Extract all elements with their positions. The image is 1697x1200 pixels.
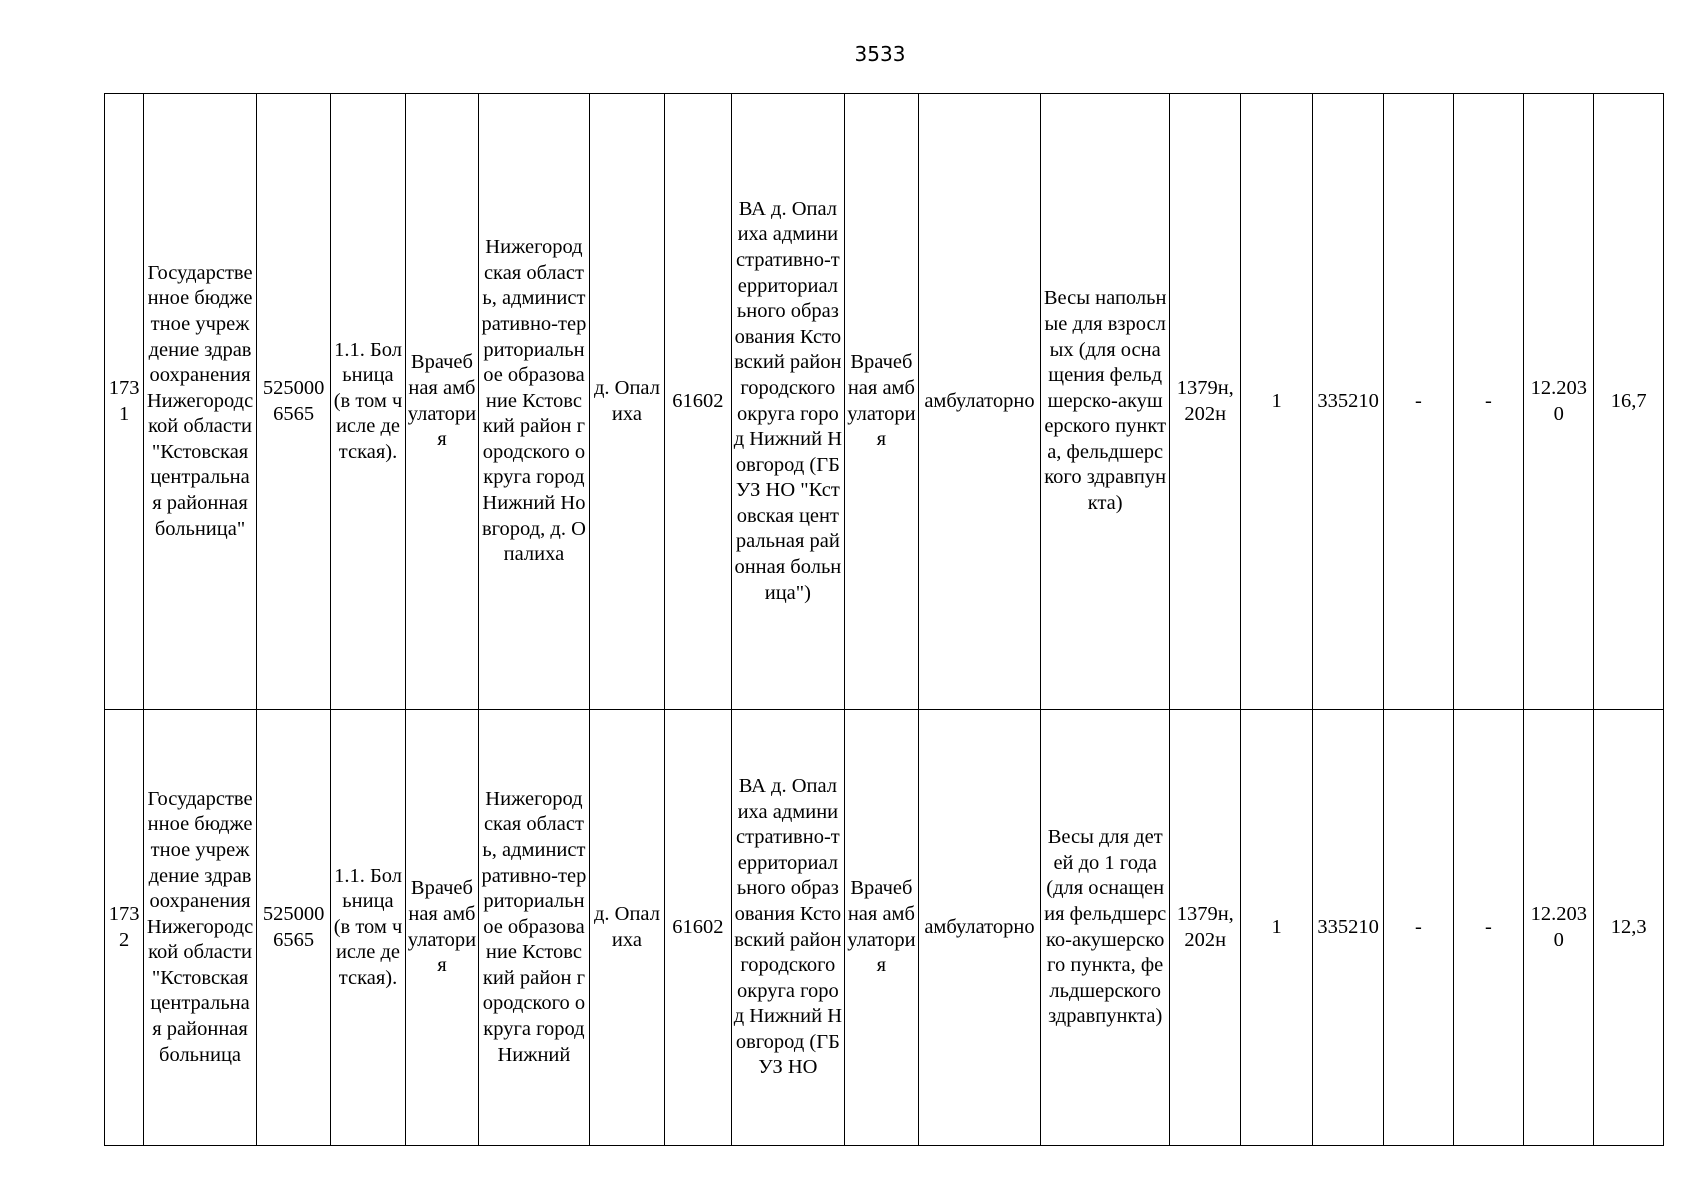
equipment-register-table: [104, 93, 1664, 1146]
inn-cell: 5250006565: [256, 94, 330, 710]
orders-cell: 1379н, 202н: [1170, 710, 1241, 1146]
care-form-cell: амбулаторно: [918, 710, 1041, 1146]
quantity-cell: 1: [1241, 94, 1312, 710]
unit-name-cell: ВА д. Опалиха административно-территориального образования Кстовский район городского округа город Нижний Новгород (ГБУЗ НО: [731, 710, 845, 1146]
quantity-cell: 1: [1241, 710, 1312, 1146]
organization-cell: Государственное бюджетное учреждение здравоохранения Нижегородской области "Кстовская центральная районная больница: [144, 710, 257, 1146]
dash-cell-a: -: [1384, 710, 1453, 1146]
dash-cell-b: -: [1453, 94, 1523, 710]
code-cell: 61602: [665, 710, 731, 1146]
row-number-cell: 1731: [105, 94, 144, 710]
inn-cell: 5250006565: [256, 710, 330, 1146]
settlement-cell: д. Опалиха: [589, 94, 664, 710]
equipment-cell: Весы напольные для взрослых (для оснащения фельдшерско-акушерского пункта, фельдшерского здравпункта): [1041, 94, 1170, 710]
equipment-cell: Весы для детей до 1 года (для оснащения фельдшерско-акушерского пункта, фельдшерского здравпункта): [1041, 710, 1170, 1146]
settlement-cell: д. Опалиха: [589, 710, 664, 1146]
dash-cell-a: -: [1384, 94, 1453, 710]
unit-type-2-cell: Врачебная амбулатория: [845, 710, 918, 1146]
table-row: [105, 710, 1664, 1146]
table-row: [105, 94, 1664, 710]
address-cell: Нижегородская область, административно-территориальное образование Кстовский район городского округа город Нижний: [479, 710, 590, 1146]
unit-name-cell: ВА д. Опалиха административно-территориального образования Кстовский район городского округа город Нижний Новгород (ГБУЗ НО "Кстовская центральная районная больница"): [731, 94, 845, 710]
price-cell: 16,7: [1594, 94, 1664, 710]
price-cell: 12,3: [1594, 710, 1664, 1146]
okpd-cell: 335210: [1312, 710, 1383, 1146]
row-number-cell: 1732: [105, 710, 144, 1146]
date-cell: 12.2030: [1524, 710, 1594, 1146]
unit-type-cell: Врачебная амбулатория: [405, 710, 478, 1146]
page-number: 3533: [854, 42, 906, 66]
address-cell: Нижегородская область, административно-территориальное образование Кстовский район городского округа город Нижний Новгород, д. Опалиха: [479, 94, 590, 710]
code-cell: 61602: [665, 94, 731, 710]
dash-cell-b: -: [1453, 710, 1523, 1146]
orders-cell: 1379н, 202н: [1170, 94, 1241, 710]
organization-cell: Государственное бюджетное учреждение здравоохранения Нижегородской области "Кстовская центральная районная больница": [144, 94, 257, 710]
facility-category-cell: 1.1. Больница (в том числе детская).: [331, 710, 405, 1146]
unit-type-cell: Врачебная амбулатория: [405, 94, 478, 710]
facility-category-cell: 1.1. Больница (в том числе детская).: [331, 94, 405, 710]
unit-type-2-cell: Врачебная амбулатория: [845, 94, 918, 710]
okpd-cell: 335210: [1312, 94, 1383, 710]
care-form-cell: амбулаторно: [918, 94, 1041, 710]
date-cell: 12.2030: [1524, 94, 1594, 710]
